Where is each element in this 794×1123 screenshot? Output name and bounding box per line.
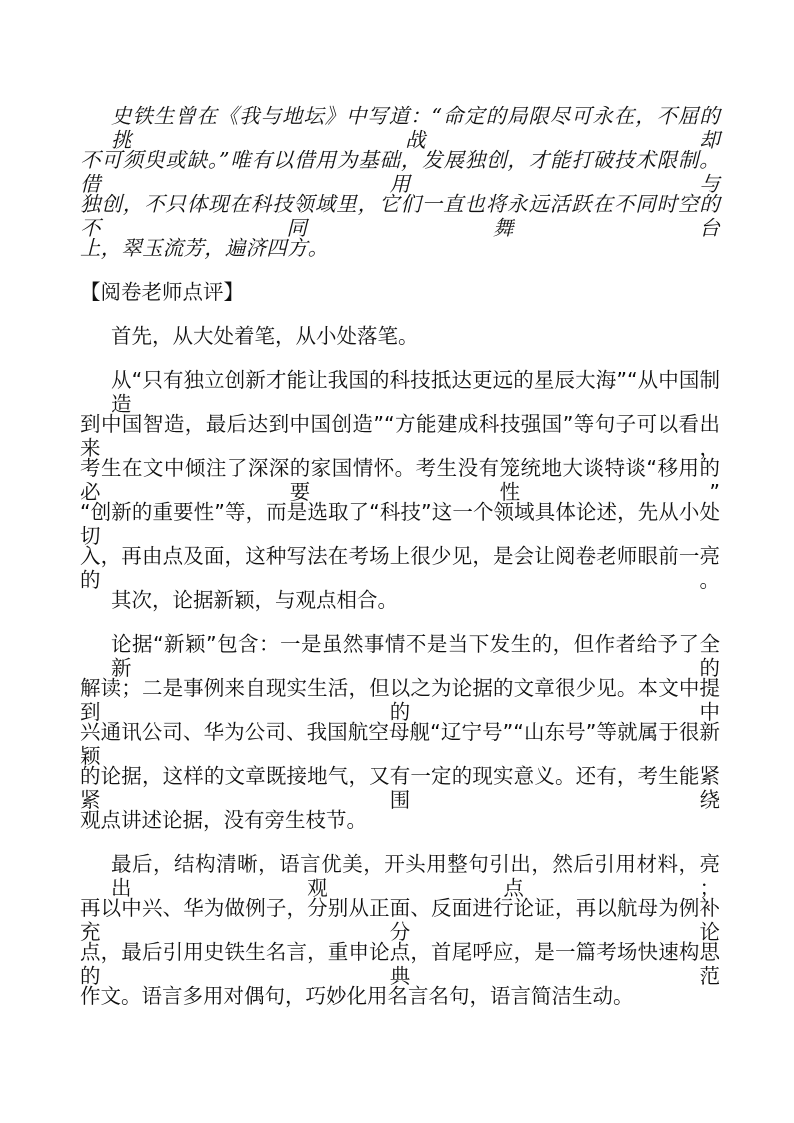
text-line: 的论据，这样的文章既接地气，又有一定的现实意义。还有，考生能紧紧围绕 bbox=[80, 764, 720, 812]
text-line: 考生在文中倾注了深深的家国情怀。考生没有笼统地大谈特谈“移用的必要性” bbox=[80, 456, 720, 504]
text-line: 独创，不只体现在科技领域里，它们一直也将永远活跃在不同时空的不同舞台 bbox=[80, 192, 720, 240]
text-line: “创新的重要性”等，而是选取了“科技”这一个领域具体论述，先从小处切 bbox=[80, 500, 720, 548]
text-line: 从“只有独立创新才能让我国的科技抵达更远的星辰大海”“从中国制造 bbox=[111, 368, 720, 416]
text-line: 解读；二是事例来自现实生活，但以之为论据的文章很少见。本文中提到的中 bbox=[80, 676, 720, 724]
text-line: 史铁生曾在《我与地坛》中写道：“命定的局限尽可永在，不屈的挑战却 bbox=[111, 104, 720, 152]
text-line: 最后，结构清晰，语言优美，开头用整句引出，然后引用材料，亮出观点； bbox=[111, 852, 720, 900]
point-one-title: 首先，从大处着笔，从小处落笔。 bbox=[111, 324, 419, 348]
text-line: 观点讲述论据，没有旁生枝节。 bbox=[80, 808, 367, 832]
text-line: 入，再由点及面，这种写法在考场上很少见，是会让阅卷老师眼前一亮的。 bbox=[80, 544, 720, 592]
text-line: 论据“新颖”包含：一是虽然事情不是当下发生的，但作者给予了全新的 bbox=[111, 632, 720, 680]
text-line: 兴通讯公司、华为公司、我国航空母舰“辽宁号”“山东号”等就属于很新颖 bbox=[80, 720, 720, 768]
text-line: 再以中兴、华为做例子，分别从正面、反面进行论证，再以航母为例补充分论 bbox=[80, 896, 720, 944]
text-line: 点，最后引用史铁生名言，重申论点，首尾呼应，是一篇考场快速构思的典范 bbox=[80, 940, 720, 988]
text-line: 到中国智造，最后达到中国创造”“方能建成科技强国”等句子可以看出来， bbox=[80, 412, 720, 460]
review-heading: 【阅卷老师点评】 bbox=[80, 280, 244, 304]
text-line: 不可须臾或缺。”唯有以借用为基础，发展独创，才能打破技术限制。借用与 bbox=[80, 148, 720, 196]
text-line: 作文。语言多用对偶句，巧妙化用名言名句，语言简洁生动。 bbox=[80, 984, 634, 1008]
point-two-title: 其次，论据新颖，与观点相合。 bbox=[111, 588, 398, 612]
text-line: 上，翠玉流芳，遍济四方。 bbox=[80, 236, 329, 260]
